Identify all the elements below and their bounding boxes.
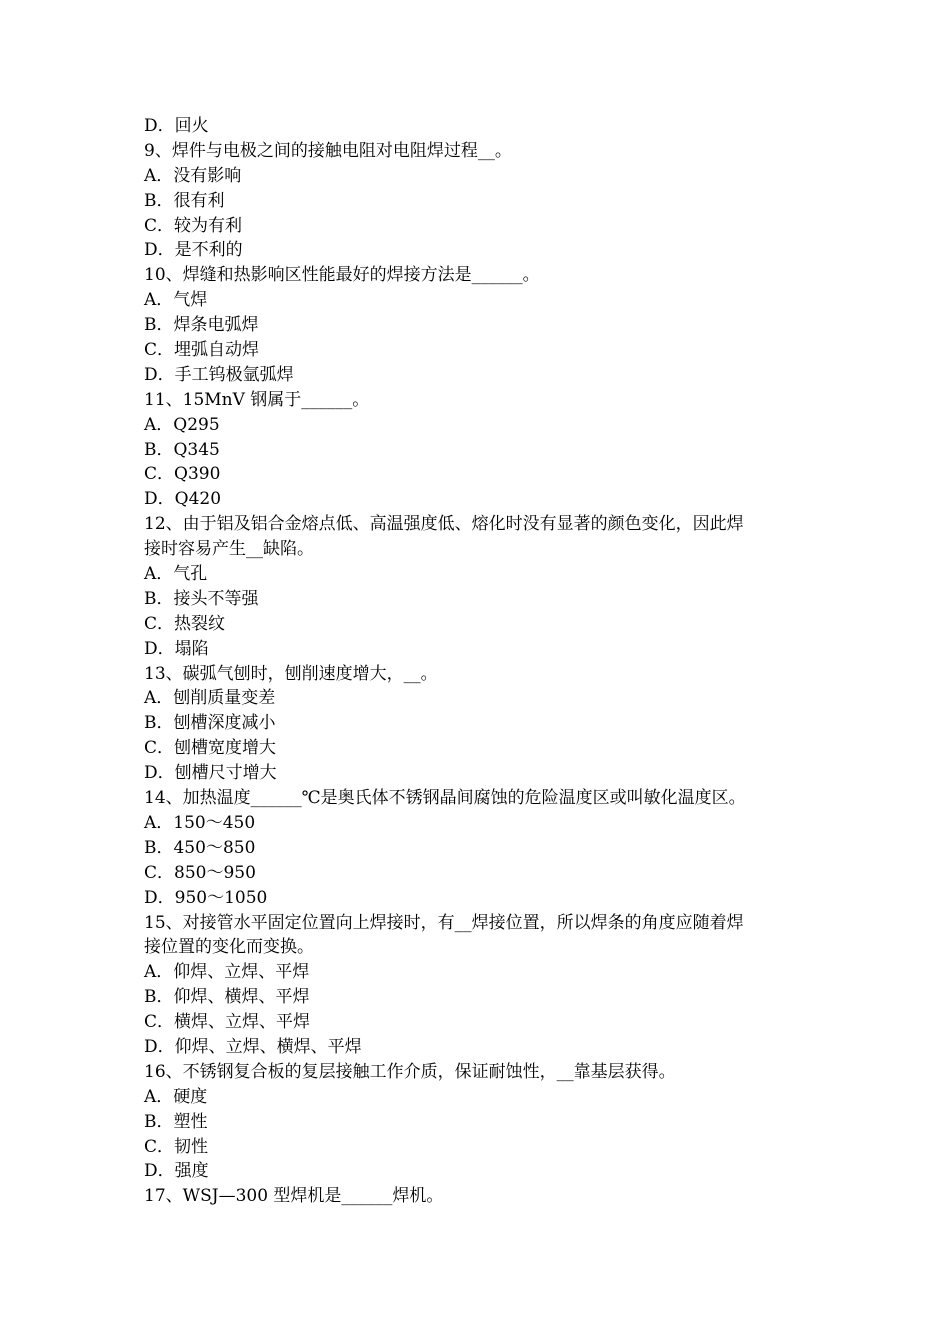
option-a-line: A．气孔 — [144, 564, 208, 585]
question-12-continuation: 接时容易产生__缺陷。 — [144, 539, 314, 560]
question-9-line: 9、焊件与电极之间的接触电阻对电阻焊过程__。 — [144, 140, 512, 161]
option-b-line: B．很有利 — [144, 190, 225, 211]
option-b-line: B．焊条电弧焊 — [144, 315, 259, 336]
option-d-line: D．仰焊、立焊、横焊、平焊 — [144, 1036, 362, 1057]
option-a-line: A．气焊 — [144, 290, 208, 311]
question-16-line: 16、不锈钢复合板的复层接触工作介质，保证耐蚀性，__靠基层获得。 — [144, 1061, 676, 1082]
question-14-line: 14、加热温度______℃是奥氏体不锈钢晶间腐蚀的危险温度区或叫敏化温度区。 — [144, 788, 746, 809]
option-b-line: B．刨槽深度减小 — [144, 713, 276, 734]
question-11-line: 11、15MnV 钢属于______。 — [144, 389, 370, 410]
option-a-line: A．没有影响 — [144, 165, 242, 186]
question-13-line: 13、碳弧气刨时，刨削速度增大，__。 — [144, 663, 438, 684]
option-d-line: D．950～1050 — [144, 887, 268, 908]
document-page — [144, 114, 824, 1209]
option-b-line: B．塑性 — [144, 1111, 208, 1132]
option-c-line: C．较为有利 — [144, 215, 243, 236]
option-c-line: C．850～950 — [144, 862, 256, 883]
option-a-line: A．刨削质量变差 — [144, 688, 276, 709]
option-d-line: D．是不利的 — [144, 240, 243, 261]
option-a-line: A．Q295 — [144, 414, 220, 435]
question-15-line: 15、对接管水平固定位置向上焊接时，有__焊接位置，所以焊条的角度应随着焊 — [144, 912, 744, 933]
question-12-line: 12、由于铝及铝合金熔点低、高温强度低、熔化时没有显著的颜色变化，因此焊 — [144, 514, 744, 535]
option-c-line: C．韧性 — [144, 1136, 209, 1157]
option-c-line: C．埋弧自动焊 — [144, 340, 260, 361]
option-d-line: D．回火 — [144, 116, 209, 136]
option-a-line: A．仰焊、立焊、平焊 — [144, 962, 310, 983]
option-b-line: B．450～850 — [144, 837, 256, 858]
option-b-line: B．接头不等强 — [144, 588, 259, 609]
option-c-line: C．Q390 — [144, 464, 221, 485]
option-a-line: A．硬度 — [144, 1086, 208, 1107]
question-15-continuation: 接位置的变化而变换。 — [144, 937, 314, 958]
option-d-line: D．强度 — [144, 1161, 209, 1182]
option-c-line: C．横焊、立焊、平焊 — [144, 1012, 311, 1033]
option-d-line: D．塌陷 — [144, 638, 209, 659]
option-d-line: D．刨槽尺寸增大 — [144, 763, 277, 784]
option-c-line: C．刨槽宽度增大 — [144, 738, 277, 759]
question-17-line: 17、WSJ—300 型焊机是______焊机。 — [144, 1186, 444, 1207]
option-b-line: B．Q345 — [144, 439, 220, 460]
option-c-line: C．热裂纹 — [144, 613, 226, 634]
option-b-line: B．仰焊、横焊、平焊 — [144, 987, 310, 1008]
option-d-line: D．Q420 — [144, 489, 222, 510]
question-10-line: 10、焊缝和热影响区性能最好的焊接方法是______。 — [144, 265, 540, 286]
option-a-line: A．150～450 — [144, 812, 256, 833]
option-d-line: D．手工钨极氩弧焊 — [144, 364, 294, 385]
